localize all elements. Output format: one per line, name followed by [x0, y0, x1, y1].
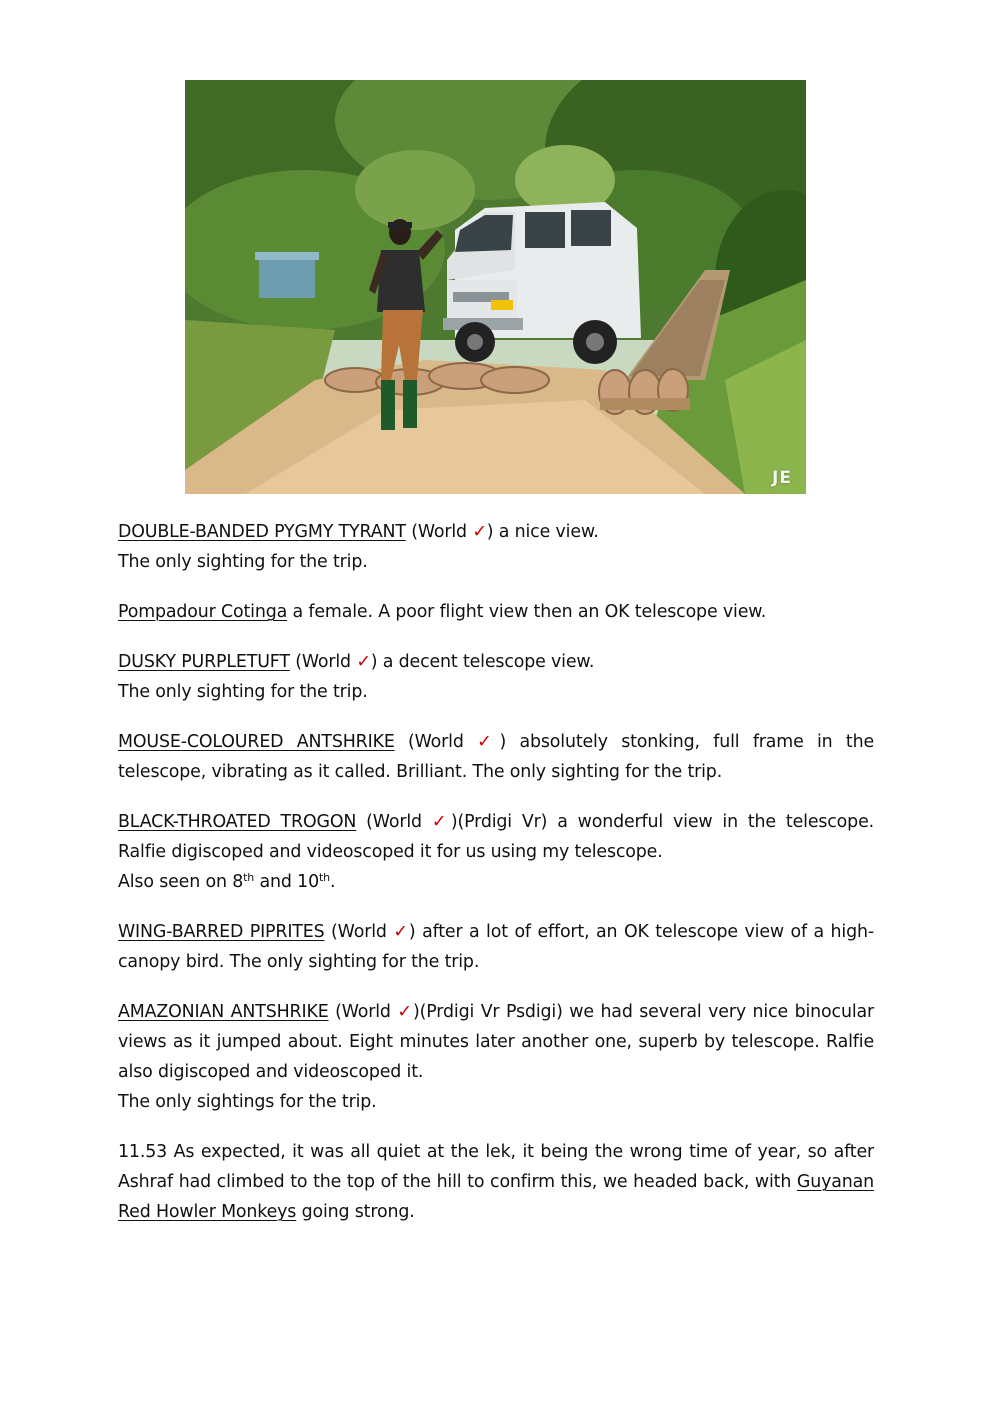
entry-wing-barred-piprites [118, 917, 874, 977]
entry-text: (World [289, 652, 357, 672]
entry-black-throated-trogon [118, 807, 874, 897]
entry-also-seen [118, 867, 874, 897]
entry-note: The only sighting for the trip. [118, 552, 368, 572]
entry-text: ) absolutely stonking, full frame in the telescope, vibrating as it called. Brilliant. The only sighting for the trip. [118, 732, 874, 782]
species-name: WING-BARRED PIPRITES [118, 922, 325, 942]
ordinal-suffix: th [243, 871, 255, 884]
entry-mouse-coloured-antshrike [118, 727, 874, 787]
entry-note: The only sightings for the trip. [118, 1092, 377, 1112]
entry-amazonian-antshrike [118, 997, 874, 1117]
photo-credit: JE [772, 468, 792, 488]
species-name: Pompadour Cotinga [118, 602, 288, 622]
closing-text: 11.53 As expected, it was all quiet at the lek, it being the wrong time of year, so after Ashraf had climbed to the top of the hill to confirm this, we headed back, with [118, 1142, 874, 1192]
tick-icon: ✓ [472, 522, 487, 542]
entry-text: (World [328, 1002, 398, 1022]
entry-text: (World [356, 812, 432, 832]
also-seen-text: . [329, 872, 336, 892]
also-seen-text: Also seen on 8 [118, 872, 244, 892]
entry-text: (World [324, 922, 394, 942]
species-name: BLACK-THROATED TROGON [118, 812, 357, 832]
tick-icon: ✓ [356, 652, 371, 672]
entry-text: )(Prdigi Vr) a wonderful view in the telescope. Ralfie digiscoped and videoscoped it for us using my telescope. [118, 812, 874, 862]
species-name: AMAZONIAN ANTSHRIKE [118, 1002, 329, 1022]
tick-icon: ✓ [397, 1002, 413, 1022]
species-name: DUSKY PURPLETUFT [118, 652, 290, 672]
entry-text: ) a decent telescope view. [370, 652, 595, 672]
entry-text: ) after a lot of effort, an OK telescope view of a high-canopy bird. The only sighting for the trip. [118, 922, 874, 972]
tick-icon: ✓ [477, 732, 500, 752]
entry-text: )(Prdigi Vr Psdigi) we had several very nice binocular views as it jumped about. Eight minutes later another one, superb by telescope. Ralfie also digiscoped and videoscoped it. [118, 1002, 875, 1082]
closing-text: going strong. [296, 1202, 415, 1222]
tick-icon: ✓ [393, 922, 409, 942]
entry-double-banded-pygmy-tyrant [118, 517, 874, 577]
trip-photo [185, 80, 806, 494]
species-name: MOUSE-COLOURED ANTSHRIKE [118, 732, 395, 752]
entry-text: a female. A poor flight view then an OK telescope view. [287, 602, 767, 622]
species-name: Guyanan Red Howler Monkeys [118, 1172, 874, 1222]
entry-pompadour-cotinga [118, 597, 874, 627]
entry-dusky-purpletuft [118, 647, 874, 707]
entry-note: The only sighting for the trip. [118, 682, 368, 702]
report-text [118, 517, 874, 1247]
species-name: DOUBLE-BANDED PYGMY TYRANT [118, 522, 406, 542]
ordinal-suffix: th [318, 871, 330, 884]
entry-text: (World [394, 732, 478, 752]
van-on-log-bridge-image [185, 80, 806, 494]
also-seen-text: and 10 [254, 872, 319, 892]
entry-text: ) a nice view. [486, 522, 599, 542]
closing-paragraph [118, 1137, 874, 1227]
entry-text: (World [405, 522, 473, 542]
tick-icon: ✓ [431, 812, 451, 832]
